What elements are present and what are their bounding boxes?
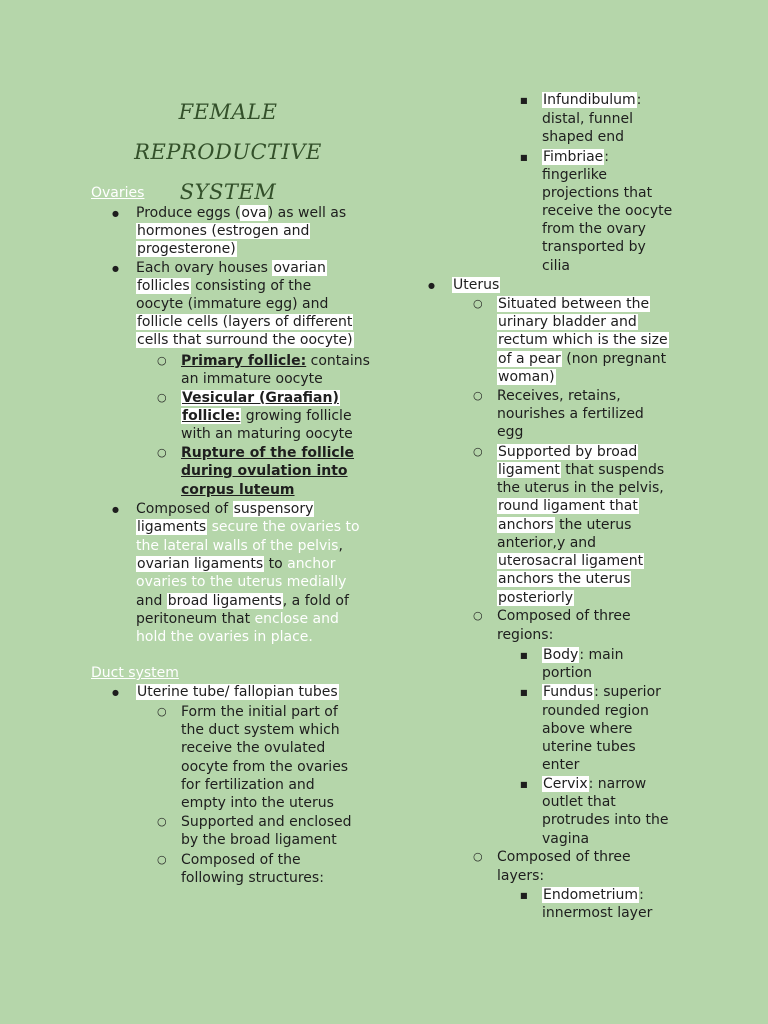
uterus-sub-2-line-3: egg	[497, 424, 524, 440]
uterus-sub-4-line-2: regions:	[497, 627, 554, 643]
duct-system-heading: Duct system	[91, 665, 179, 681]
vesicular-follicle-line-2: follicle: growing follicle	[182, 408, 352, 424]
fimbriae-line-7: cilia	[542, 258, 570, 274]
endometrium-item: ■ Endometrium:	[542, 886, 644, 904]
endometrium-line-2: innermost layer	[542, 905, 653, 921]
fundus-line-4: uterine tubes	[542, 739, 636, 755]
vesicular-follicle-line-3: with an maturing oocyte	[181, 426, 353, 442]
uterus-sub-3-line-5: anchors the uterus	[498, 517, 632, 533]
uterus-sub-3-line-6: anterior,y and	[497, 535, 597, 551]
uterus-sub-1-line-1: ○ Situated between the	[497, 295, 650, 313]
uterine-tube-bullet: ● Uterine tube/ fallopian tubes	[136, 683, 339, 701]
cervix-line-2: outlet that	[542, 794, 616, 810]
uterus-sub-1-line-3: rectum which is the size	[498, 332, 668, 348]
fimbriae-line-5: from the ovary	[542, 221, 646, 237]
uterus-sub-1-line-5: woman)	[498, 369, 555, 385]
duct-sub-1-line-3: receive the ovulated	[181, 740, 326, 756]
cervix-line-4: vagina	[542, 831, 590, 847]
cervix-line-3: protrudes into the	[542, 812, 669, 828]
fimbriae-line-6: transported by	[542, 239, 646, 255]
uterus-sub-2-line-1: ○ Receives, retains,	[497, 387, 621, 405]
rupture-follicle-line-3: corpus luteum	[181, 482, 295, 498]
fundus-item: ■ Fundus: superior	[542, 683, 661, 701]
body-line-2: portion	[542, 665, 593, 681]
uterus-sub-3-line-9: posteriorly	[498, 590, 573, 606]
infundibulum-line-3: shaped end	[542, 129, 624, 145]
title-line-2: SYSTEM	[179, 180, 277, 204]
duct-sub-3-line-1: ○ Composed of the	[181, 851, 301, 869]
ovaries-bullet-1-line-2: hormones (estrogen and	[137, 223, 310, 239]
ovaries-bullet-1: ● Produce eggs (ova) as well as	[136, 204, 346, 222]
ovaries-bullet-2: ● Each ovary houses ovarian	[136, 259, 327, 277]
uterus-sub-3-line-4: round ligament that	[498, 498, 638, 514]
fundus-line-2: rounded region	[542, 703, 649, 719]
vesicular-follicle-item: ○ Vesicular (Graafian)	[181, 389, 340, 407]
title-line-1: FEMALE REPRODUCTIVE	[134, 100, 322, 164]
cervix-item: ■ Cervix: narrow	[542, 775, 646, 793]
fimbriae-line-2: fingerlike	[542, 167, 607, 183]
uterus-sub-3-line-8: anchors the uterus	[498, 571, 631, 587]
body-item: ■ Body: main	[542, 646, 624, 664]
ovaries-bullet-3-line-6: and broad ligaments, a fold of	[136, 593, 349, 609]
ovaries-bullet-3-line-8: hold the ovaries in place.	[136, 629, 313, 645]
rupture-follicle-item: ○ Rupture of the follicle	[181, 444, 354, 462]
duct-sub-2-line-2: by the broad ligament	[181, 832, 337, 848]
duct-sub-1-line-6: empty into the uterus	[181, 795, 334, 811]
ovaries-bullet-3-line-2: ligaments secure the ovaries to	[137, 519, 360, 535]
fundus-line-5: enter	[542, 757, 580, 773]
ovaries-bullet-2-line-2: follicles consisting of the	[137, 278, 312, 294]
fimbriae-line-4: receive the oocyte	[542, 203, 673, 219]
uterus-sub-3-line-2: ligament that suspends	[498, 462, 665, 478]
ovaries-bullet-3-line-7: peritoneum that enclose and	[136, 611, 339, 627]
fundus-line-3: above where	[542, 721, 633, 737]
fimbriae-item: ■ Fimbriae:	[542, 148, 609, 166]
infundibulum-line-2: distal, funnel	[542, 111, 633, 127]
ovaries-heading: Ovaries	[91, 185, 145, 201]
uterus-sub-3-line-1: ○ Supported by broad	[497, 443, 638, 461]
uterus-sub-1-line-2: urinary bladder and	[498, 314, 637, 330]
uterus-sub-1-line-4: of a pear (non pregnant	[498, 351, 667, 367]
primary-follicle-line-2: an immature oocyte	[181, 371, 323, 387]
uterus-bullet: ● Uterus	[452, 276, 500, 294]
uterus-sub-5-line-1: ○ Composed of three	[497, 848, 631, 866]
ovaries-bullet-3-line-4: ovarian ligaments to anchor	[137, 556, 336, 572]
duct-sub-1-line-2: the duct system which	[181, 722, 340, 738]
duct-sub-1-line-1: ○ Form the initial part of	[181, 703, 338, 721]
fimbriae-line-3: projections that	[542, 185, 653, 201]
ovaries-bullet-3-line-3: the lateral walls of the pelvis,	[136, 538, 343, 554]
ovaries-bullet-1-line-3: progesterone)	[137, 241, 236, 257]
duct-sub-1-line-5: for fertilization and	[181, 777, 315, 793]
duct-sub-2-line-1: ○ Supported and enclosed	[181, 813, 352, 831]
duct-sub-3-line-2: following structures:	[181, 870, 324, 886]
uterus-sub-3-line-3: the uterus in the pelvis,	[497, 480, 664, 496]
ovaries-bullet-2-line-4: follicle cells (layers of different	[137, 314, 353, 330]
uterus-sub-5-line-2: layers:	[497, 868, 545, 884]
uterus-sub-4-line-1: ○ Composed of three	[497, 607, 631, 625]
uterus-sub-3-line-7: uterosacral ligament	[498, 553, 644, 569]
ovaries-bullet-3: ● Composed of suspensory	[136, 500, 314, 518]
ovaries-bullet-2-line-5: cells that surround the oocyte)	[137, 332, 353, 348]
uterus-sub-2-line-2: nourishes a fertilized	[497, 406, 644, 422]
infundibulum-item: ■ Infundibulum:	[542, 91, 641, 109]
primary-follicle-item: ○ Primary follicle: contains	[181, 352, 370, 370]
duct-sub-1-line-4: oocyte from the ovaries	[181, 759, 349, 775]
rupture-follicle-line-2: during ovulation into	[181, 463, 348, 479]
ovaries-bullet-3-line-5: ovaries to the uterus medially	[136, 574, 347, 590]
ovaries-bullet-2-line-3: oocyte (immature egg) and	[136, 296, 329, 312]
